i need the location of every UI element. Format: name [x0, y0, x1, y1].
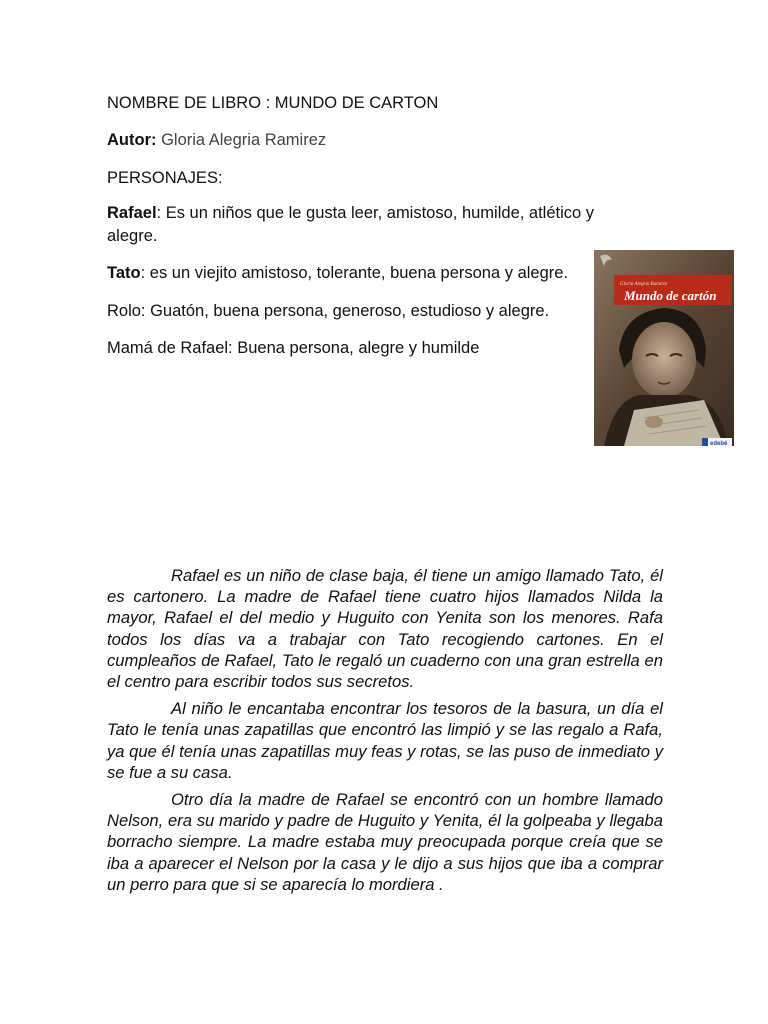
- character-desc: : Es un niños que le gusta leer, amistoso, humilde, atlético y alegre.: [107, 204, 595, 245]
- character-name: Rafael: [107, 204, 157, 222]
- book-cover-illustration: [594, 250, 734, 446]
- story-paragraph-2: Al niño le encantaba encontrar los tesoros de la basura, un día el Tato le tenía unas zapatillas que encontró las limpió y se las regalo a Rafa, ya que él tenía unas zapatillas muy feas y rotas, se las puso de inmediato y se fue a su casa.: [107, 699, 663, 782]
- author-name: Gloria Alegria Ramirez: [156, 131, 327, 149]
- character-desc: : es un viejito amistoso, tolerante, buena persona y alegre.: [140, 264, 569, 282]
- cover-author-text: Gloria Alegría Ramírez: [620, 282, 668, 287]
- story-paragraph-3: Otro día la madre de Rafael se encontró con un hombre llamado Nelson, era su marido y padre de Huguito y Yenita, él la golpeaba y llegaba borracho siempre. La madre estaba muy preocupada porque creía que se iba a aparecer el Nelson por la casa y le dijo a sus hijos que iba a comprar un perro para que si se aparecía lo mordiera .: [107, 790, 663, 894]
- character-name: Tato: [107, 264, 141, 282]
- character-rafael: [107, 202, 627, 248]
- cover-title-text: Mundo de cartón: [624, 288, 717, 303]
- character-mama: Mamá de Rafael: Buena persona, alegre y humilde: [107, 339, 480, 357]
- character-tato: [107, 263, 568, 283]
- cover-publisher-text: edebé: [710, 441, 728, 446]
- characters-heading: PERSONAJES:: [107, 169, 223, 187]
- book-cover-image: [594, 250, 734, 446]
- story-paragraph-1: Rafael es un niño de clase baja, él tiene un amigo llamado Tato, él es cartonero. La madre de Rafael tiene cuatro hijos llamados Nilda la mayor, Rafael el del medio y Huguito con Yenita son los menores. Rafa todos los días va a trabajar con Tato recogiendo cartones. En el cumpleaños de Rafael, Tato le regaló un cuaderno con una gran estrella en el centro para escribir todos sus secretos.: [107, 566, 663, 692]
- author-label: Autor:: [107, 131, 157, 149]
- book-title: NOMBRE DE LIBRO : MUNDO DE CARTON: [107, 94, 439, 112]
- story-text: [107, 565, 663, 895]
- author-line: [107, 130, 326, 150]
- character-rolo: Rolo: Guatón, buena persona, generoso, estudioso y alegre.: [107, 302, 550, 320]
